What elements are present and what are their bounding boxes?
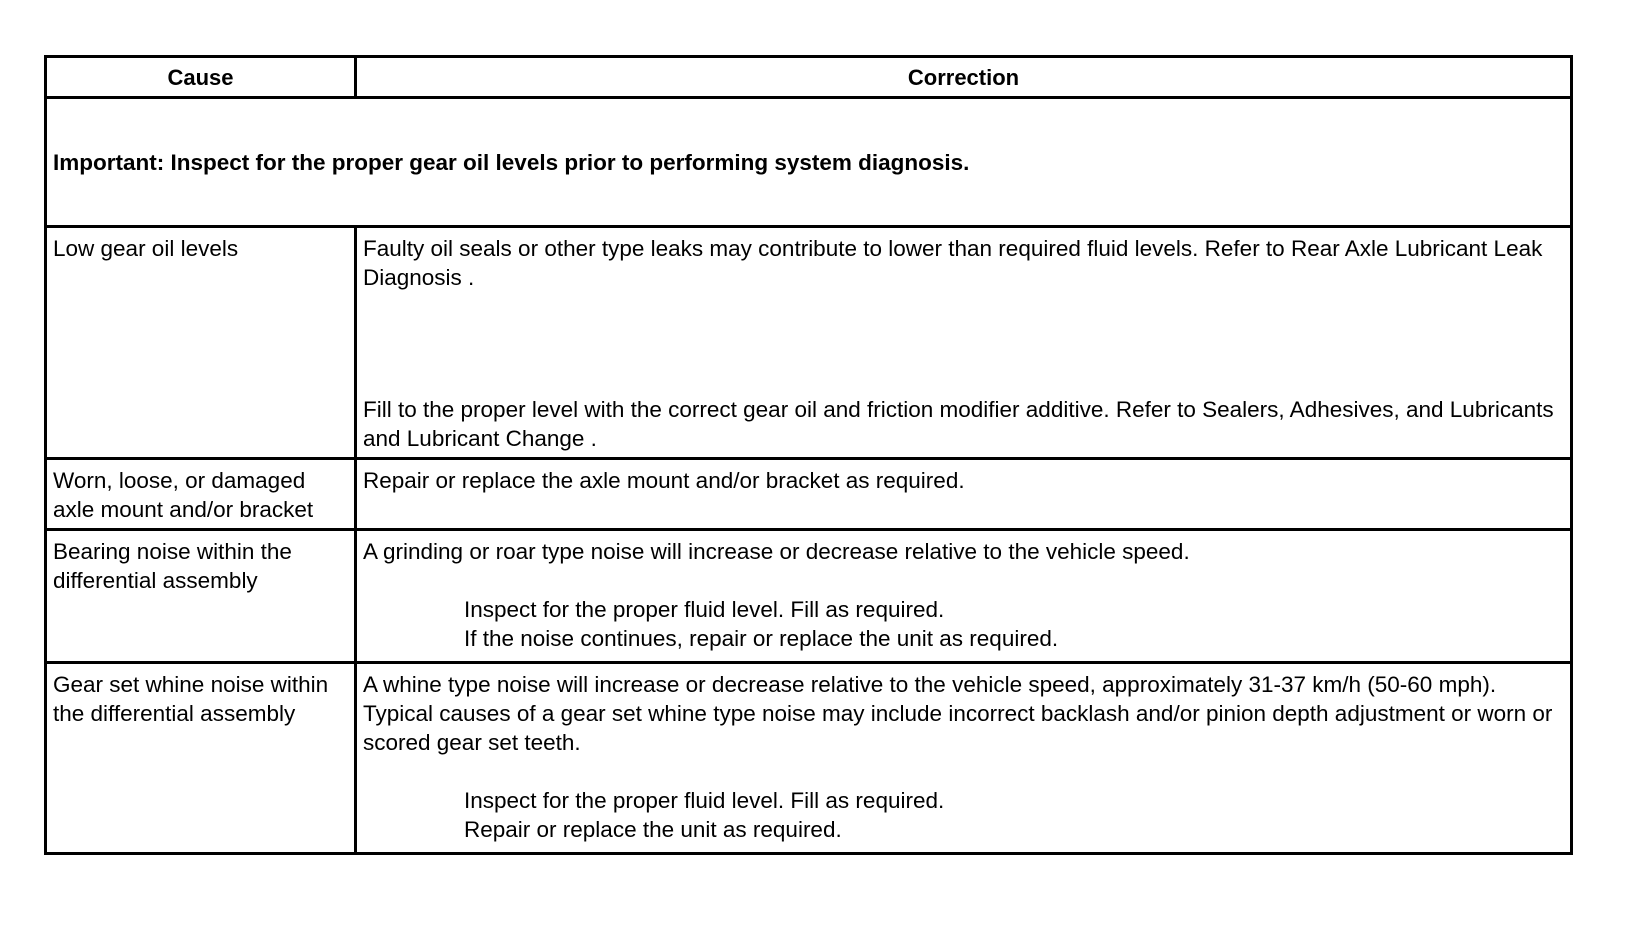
step-text: Inspect for the proper fluid level. Fill as required. bbox=[464, 597, 945, 622]
correction-cell bbox=[356, 227, 1572, 459]
correction-cell bbox=[356, 530, 1572, 663]
cause-text: Low gear oil levels bbox=[53, 236, 239, 261]
correction-cell bbox=[356, 663, 1572, 854]
correction-text: A whine type noise will increase or decrease relative to the vehicle speed, approximately 31-37 km/h (50-60 mph). Typical causes of a gear set whine type noise may include incorrect backlash and/or pinion depth adjustment or worn or scored gear set teeth. bbox=[363, 672, 1553, 755]
table-row bbox=[46, 530, 1572, 663]
cause-text: Bearing noise within the differential assembly bbox=[53, 539, 292, 593]
step-text: If the noise continues, repair or replace the unit as required. bbox=[464, 626, 1059, 651]
correction-column-header: Correction bbox=[356, 57, 1572, 98]
step-text: Repair or replace the unit as required. bbox=[464, 817, 842, 842]
important-note-row bbox=[46, 98, 1572, 227]
correction-text: Faulty oil seals or other type leaks may contribute to lower than required fluid levels. Refer to Rear Axle Lubricant Leak Diagnosis . bbox=[363, 236, 1543, 290]
important-note: Important: Inspect for the proper gear oil levels prior to performing system diagnosis. bbox=[46, 98, 1572, 227]
table-row bbox=[46, 227, 1572, 459]
table-row bbox=[46, 459, 1572, 530]
cause-text: Worn, loose, or damaged axle mount and/or bracket bbox=[53, 468, 314, 522]
cause-cell bbox=[46, 663, 356, 854]
table-header-row bbox=[46, 57, 1572, 98]
diagnosis-table bbox=[44, 55, 1573, 855]
correction-text: A grinding or roar type noise will increase or decrease relative to the vehicle speed. bbox=[363, 539, 1190, 564]
table-row bbox=[46, 663, 1572, 854]
correction-cell bbox=[356, 459, 1572, 530]
correction-text: Fill to the proper level with the correct gear oil and friction modifier additive. Refer to Sealers, Adhesives, and Lubricants and Lubricant Change . bbox=[363, 397, 1554, 451]
cause-cell bbox=[46, 530, 356, 663]
cause-cell bbox=[46, 227, 356, 459]
cause-text: Gear set whine noise within the differential assembly bbox=[53, 672, 329, 726]
step-text: Inspect for the proper fluid level. Fill as required. bbox=[464, 788, 945, 813]
correction-text: Repair or replace the axle mount and/or bracket as required. bbox=[363, 468, 965, 493]
cause-cell bbox=[46, 459, 356, 530]
cause-column-header: Cause bbox=[46, 57, 356, 98]
